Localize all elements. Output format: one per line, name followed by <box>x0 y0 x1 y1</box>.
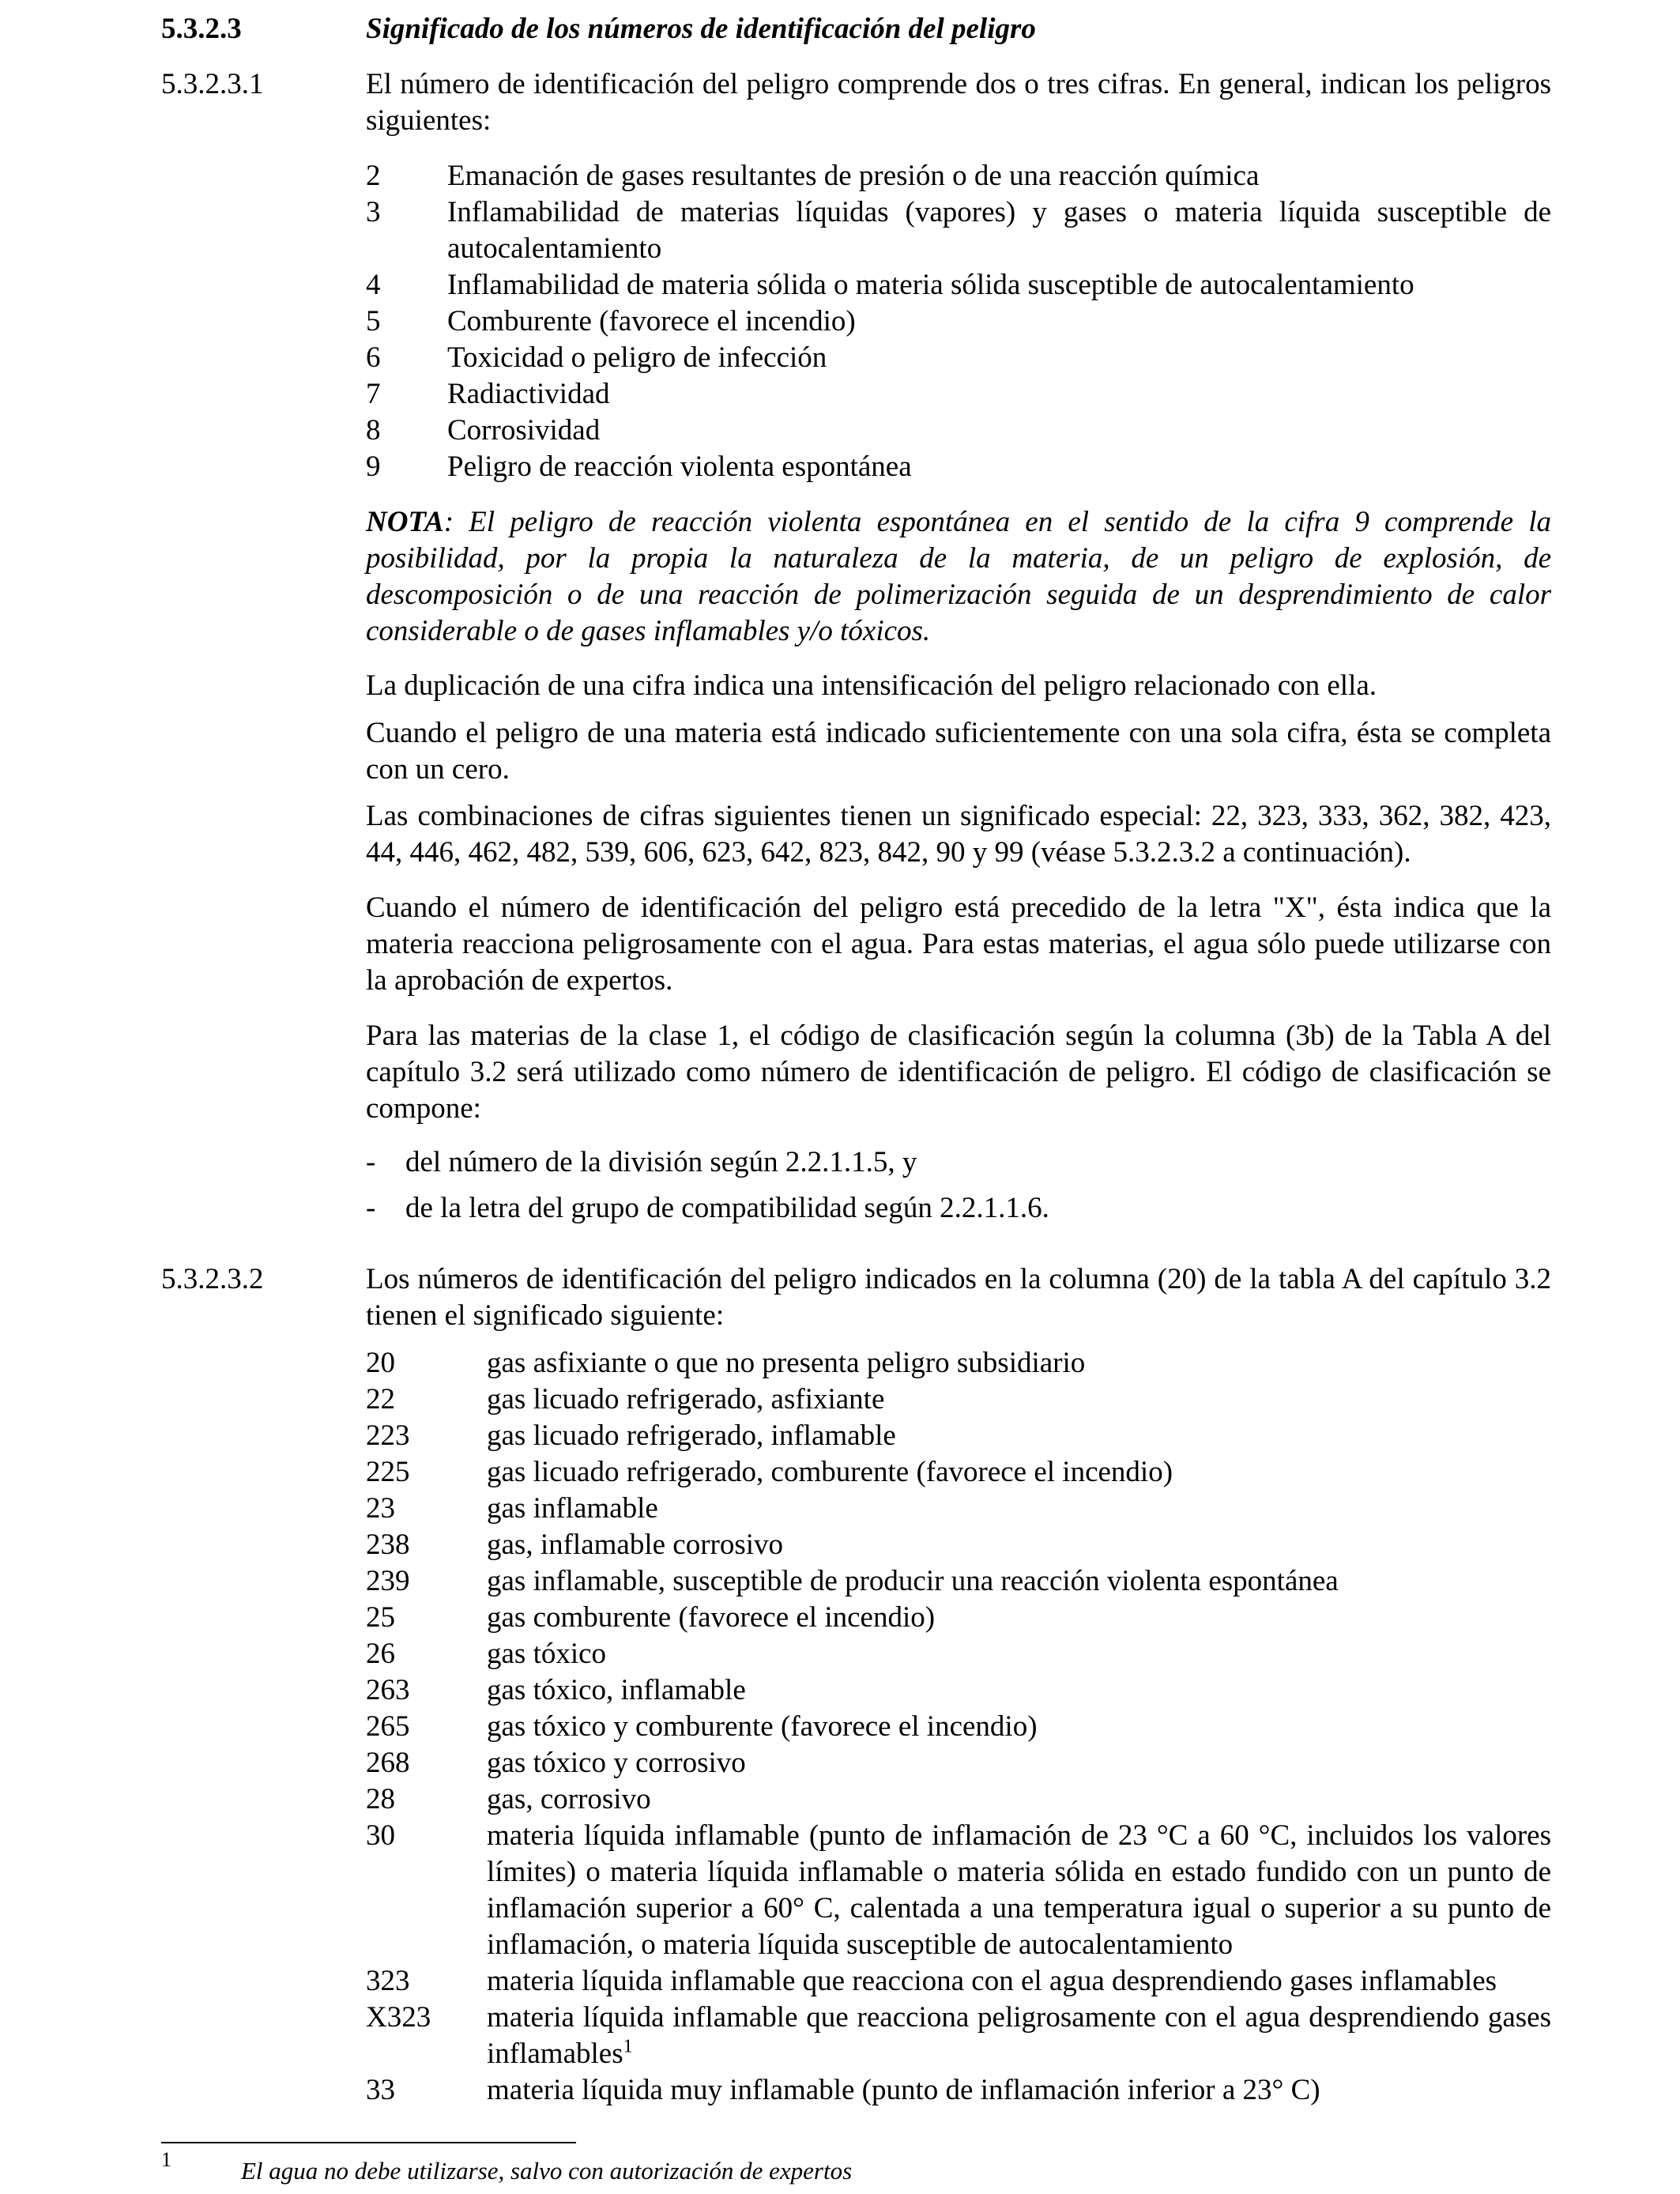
list-item <box>366 1709 1551 1745</box>
hazard-code: 23 <box>366 1492 395 1525</box>
digit-code: 4 <box>366 269 381 301</box>
digit-description: Inflamabilidad de materia sólida o materia sólida susceptible de autocalentamiento <box>447 269 1414 301</box>
list-item <box>366 340 1551 376</box>
list-item <box>366 1345 1551 1382</box>
digit-description: Comburente (favorece el incendio) <box>447 305 856 337</box>
list-item <box>366 194 1551 267</box>
list-item <box>366 2072 1551 2109</box>
digit-code: 9 <box>366 450 381 483</box>
hazard-description: materia líquida inflamable que reacciona con el agua desprendiendo gases inflamables <box>487 1965 1497 1997</box>
paragraph-zero: Cuando el peligro de una materia está indicado suficientemente con una sola cifra, ésta se completa con un cero. <box>366 717 1551 786</box>
hazard-code: 265 <box>366 1710 410 1743</box>
digit-code: 7 <box>366 378 381 410</box>
digit-description: Peligro de reacción violenta espontánea <box>447 450 912 483</box>
list-item <box>366 1418 1551 1454</box>
dash-list <box>366 1144 1551 1227</box>
hazard-code: 263 <box>366 1674 410 1706</box>
digit-code: 5 <box>366 305 381 337</box>
hazard-digit-list <box>366 158 1551 485</box>
list-item <box>366 1454 1551 1491</box>
list-item <box>366 1563 1551 1600</box>
hazard-code: 20 <box>366 1347 395 1379</box>
hazard-code: 239 <box>366 1565 410 1597</box>
footnote-text: El agua no debe utilizarse, salvo con autorización de expertos <box>241 2157 853 2185</box>
hazard-description: gas, inflamable corrosivo <box>487 1529 784 1561</box>
digit-description: Corrosividad <box>447 414 601 447</box>
hazard-description: gas, corrosivo <box>487 1783 651 1815</box>
list-item <box>366 1382 1551 1418</box>
list-item <box>366 1672 1551 1709</box>
hazard-code: 238 <box>366 1529 410 1561</box>
list-item <box>366 2000 1551 2072</box>
hazard-code: 30 <box>366 1819 395 1852</box>
hazard-code: 25 <box>366 1601 395 1634</box>
list-item <box>366 413 1551 449</box>
hazard-description: gas tóxico y corrosivo <box>487 1747 746 1779</box>
paragraph-combinations: Las combinaciones de cifras siguientes tienen un significado especial: 22, 323, 333, 362, 382, 423, 44, 446, 462, 482, 539, 606, 623, 642, 823, 842, 90 y 99 (véase 5.3.2.3.2 a continuación). <box>366 800 1551 869</box>
paragraph-x-prefix: Cuando el número de identificación del peligro está precedido de la letra "X", ésta indica que la materia reacciona peligrosamente con el agua. Para estas materias, el agua sólo puede utilizarse con la aprobación de expertos. <box>366 892 1551 997</box>
hazard-code: 22 <box>366 1383 395 1416</box>
hazard-description: gas tóxico, inflamable <box>487 1674 746 1706</box>
hazard-description: gas tóxico <box>487 1638 607 1670</box>
digit-description: Emanación de gases resultantes de presión o de una reacción química <box>447 160 1260 192</box>
list-item <box>366 376 1551 413</box>
list-item <box>366 449 1551 485</box>
hazard-description: gas licuado refrigerado, inflamable <box>487 1419 896 1452</box>
list-item <box>366 1963 1551 2000</box>
subsection-1-intro: El número de identificación del peligro comprende dos o tres cifras. En general, indican los peligros siguientes: <box>366 68 1551 137</box>
hazard-description: gas comburente (favorece el incendio) <box>487 1601 936 1634</box>
footnote-number: 1 <box>161 2148 171 2171</box>
section-title: Significado de los números de identificación del peligro <box>366 13 1036 45</box>
hazard-description-text: materia líquida inflamable que reacciona peligrosamente con el agua desprendiendo gases inflamables <box>487 2001 1551 2070</box>
paragraph-duplication: La duplicación de una cifra indica una intensificación del peligro relacionado con ella. <box>366 669 1377 702</box>
digit-description: Toxicidad o peligro de infección <box>447 341 827 374</box>
paragraph-class-1: Para las materias de la clase 1, el código de clasificación según la columna (3b) de la Tabla A del capítulo 3.2 será utilizado como número de identificación de peligro. El código de clasificación se compone: <box>366 1020 1551 1125</box>
digit-code: 8 <box>366 414 381 447</box>
list-item <box>366 1527 1551 1563</box>
hazard-code: 268 <box>366 1747 410 1779</box>
digit-description: Inflamabilidad de materias líquidas (vapores) y gases o materia líquida susceptible de autocalentamiento <box>447 196 1551 265</box>
section-number: 5.3.2.3 <box>161 13 242 45</box>
hazard-description: materia líquida inflamable (punto de inflamación de 23 °C a 60 °C, incluidos los valores límites) o materia líquida inflamable o materia sólida en estado fundido con un punto de inflamación superior a 60° C, calentada a una temperatura igual o superior a su punto de inflamación, o materia líquida susceptible de autocalentamiento <box>487 1819 1551 1961</box>
list-item <box>366 1636 1551 1672</box>
dash-item-text: del número de la división según 2.2.1.1.5, y <box>405 1146 917 1178</box>
list-item <box>366 158 1551 194</box>
hazard-description: materia líquida muy inflamable (punto de inflamación inferior a 23° C) <box>487 2074 1320 2106</box>
hazard-code: 26 <box>366 1638 395 1670</box>
dash-marker: - <box>366 1192 376 1224</box>
list-item <box>366 1190 1551 1227</box>
list-item <box>366 1745 1551 1781</box>
subsection-number-1: 5.3.2.3.1 <box>161 68 264 100</box>
dash-marker: - <box>366 1146 376 1178</box>
footnote-reference[interactable]: 1 <box>623 2036 633 2057</box>
list-item <box>366 1781 1551 1818</box>
hazard-description: gas licuado refrigerado, asfixiante <box>487 1383 885 1416</box>
digit-code: 3 <box>366 196 381 228</box>
subsection-number-2: 5.3.2.3.2 <box>161 1263 264 1295</box>
footnote-divider <box>161 2142 576 2143</box>
hazard-code: 225 <box>366 1456 410 1488</box>
digit-code: 6 <box>366 341 381 374</box>
hazard-code-list <box>366 1345 1551 2109</box>
list-item <box>366 1818 1551 1963</box>
hazard-description: gas tóxico y comburente (favorece el incendio) <box>487 1710 1038 1743</box>
hazard-description: gas asfixiante o que no presenta peligro subsidiario <box>487 1347 1086 1379</box>
hazard-code: 33 <box>366 2074 395 2106</box>
note-text: : El peligro de reacción violenta espontánea en el sentido de la cifra 9 comprende la posibilidad, por la propia la naturaleza de la materia, de un peligro de explosión, de descomposición o de una reacción de polimerización seguida de un desprendimiento de calor considerable o de gases inflamables y/o tóxicos. <box>366 506 1551 647</box>
hazard-description: gas licuado refrigerado, comburente (favorece el incendio) <box>487 1456 1173 1488</box>
hazard-description: gas inflamable, susceptible de producir una reacción violenta espontánea <box>487 1565 1339 1597</box>
hazard-code: X323 <box>366 2001 431 2034</box>
hazard-code: 223 <box>366 1419 410 1452</box>
list-item <box>366 303 1551 340</box>
dash-item-text: de la letra del grupo de compatibilidad según 2.2.1.1.6. <box>405 1192 1049 1224</box>
list-item <box>366 1600 1551 1636</box>
subsection-2-intro: Los números de identificación del peligro indicados en la columna (20) de la tabla A del capítulo 3.2 tienen el significado siguiente: <box>366 1263 1551 1332</box>
hazard-code: 28 <box>366 1783 395 1815</box>
digit-code: 2 <box>366 160 381 192</box>
hazard-code: 323 <box>366 1965 410 1997</box>
list-item <box>366 1491 1551 1527</box>
list-item <box>366 1144 1551 1181</box>
digit-description: Radiactividad <box>447 378 610 410</box>
list-item <box>366 267 1551 303</box>
hazard-description <box>487 2000 1551 2072</box>
note-label: NOTA <box>366 506 444 538</box>
note-paragraph <box>366 504 1551 650</box>
hazard-description: gas inflamable <box>487 1492 658 1525</box>
